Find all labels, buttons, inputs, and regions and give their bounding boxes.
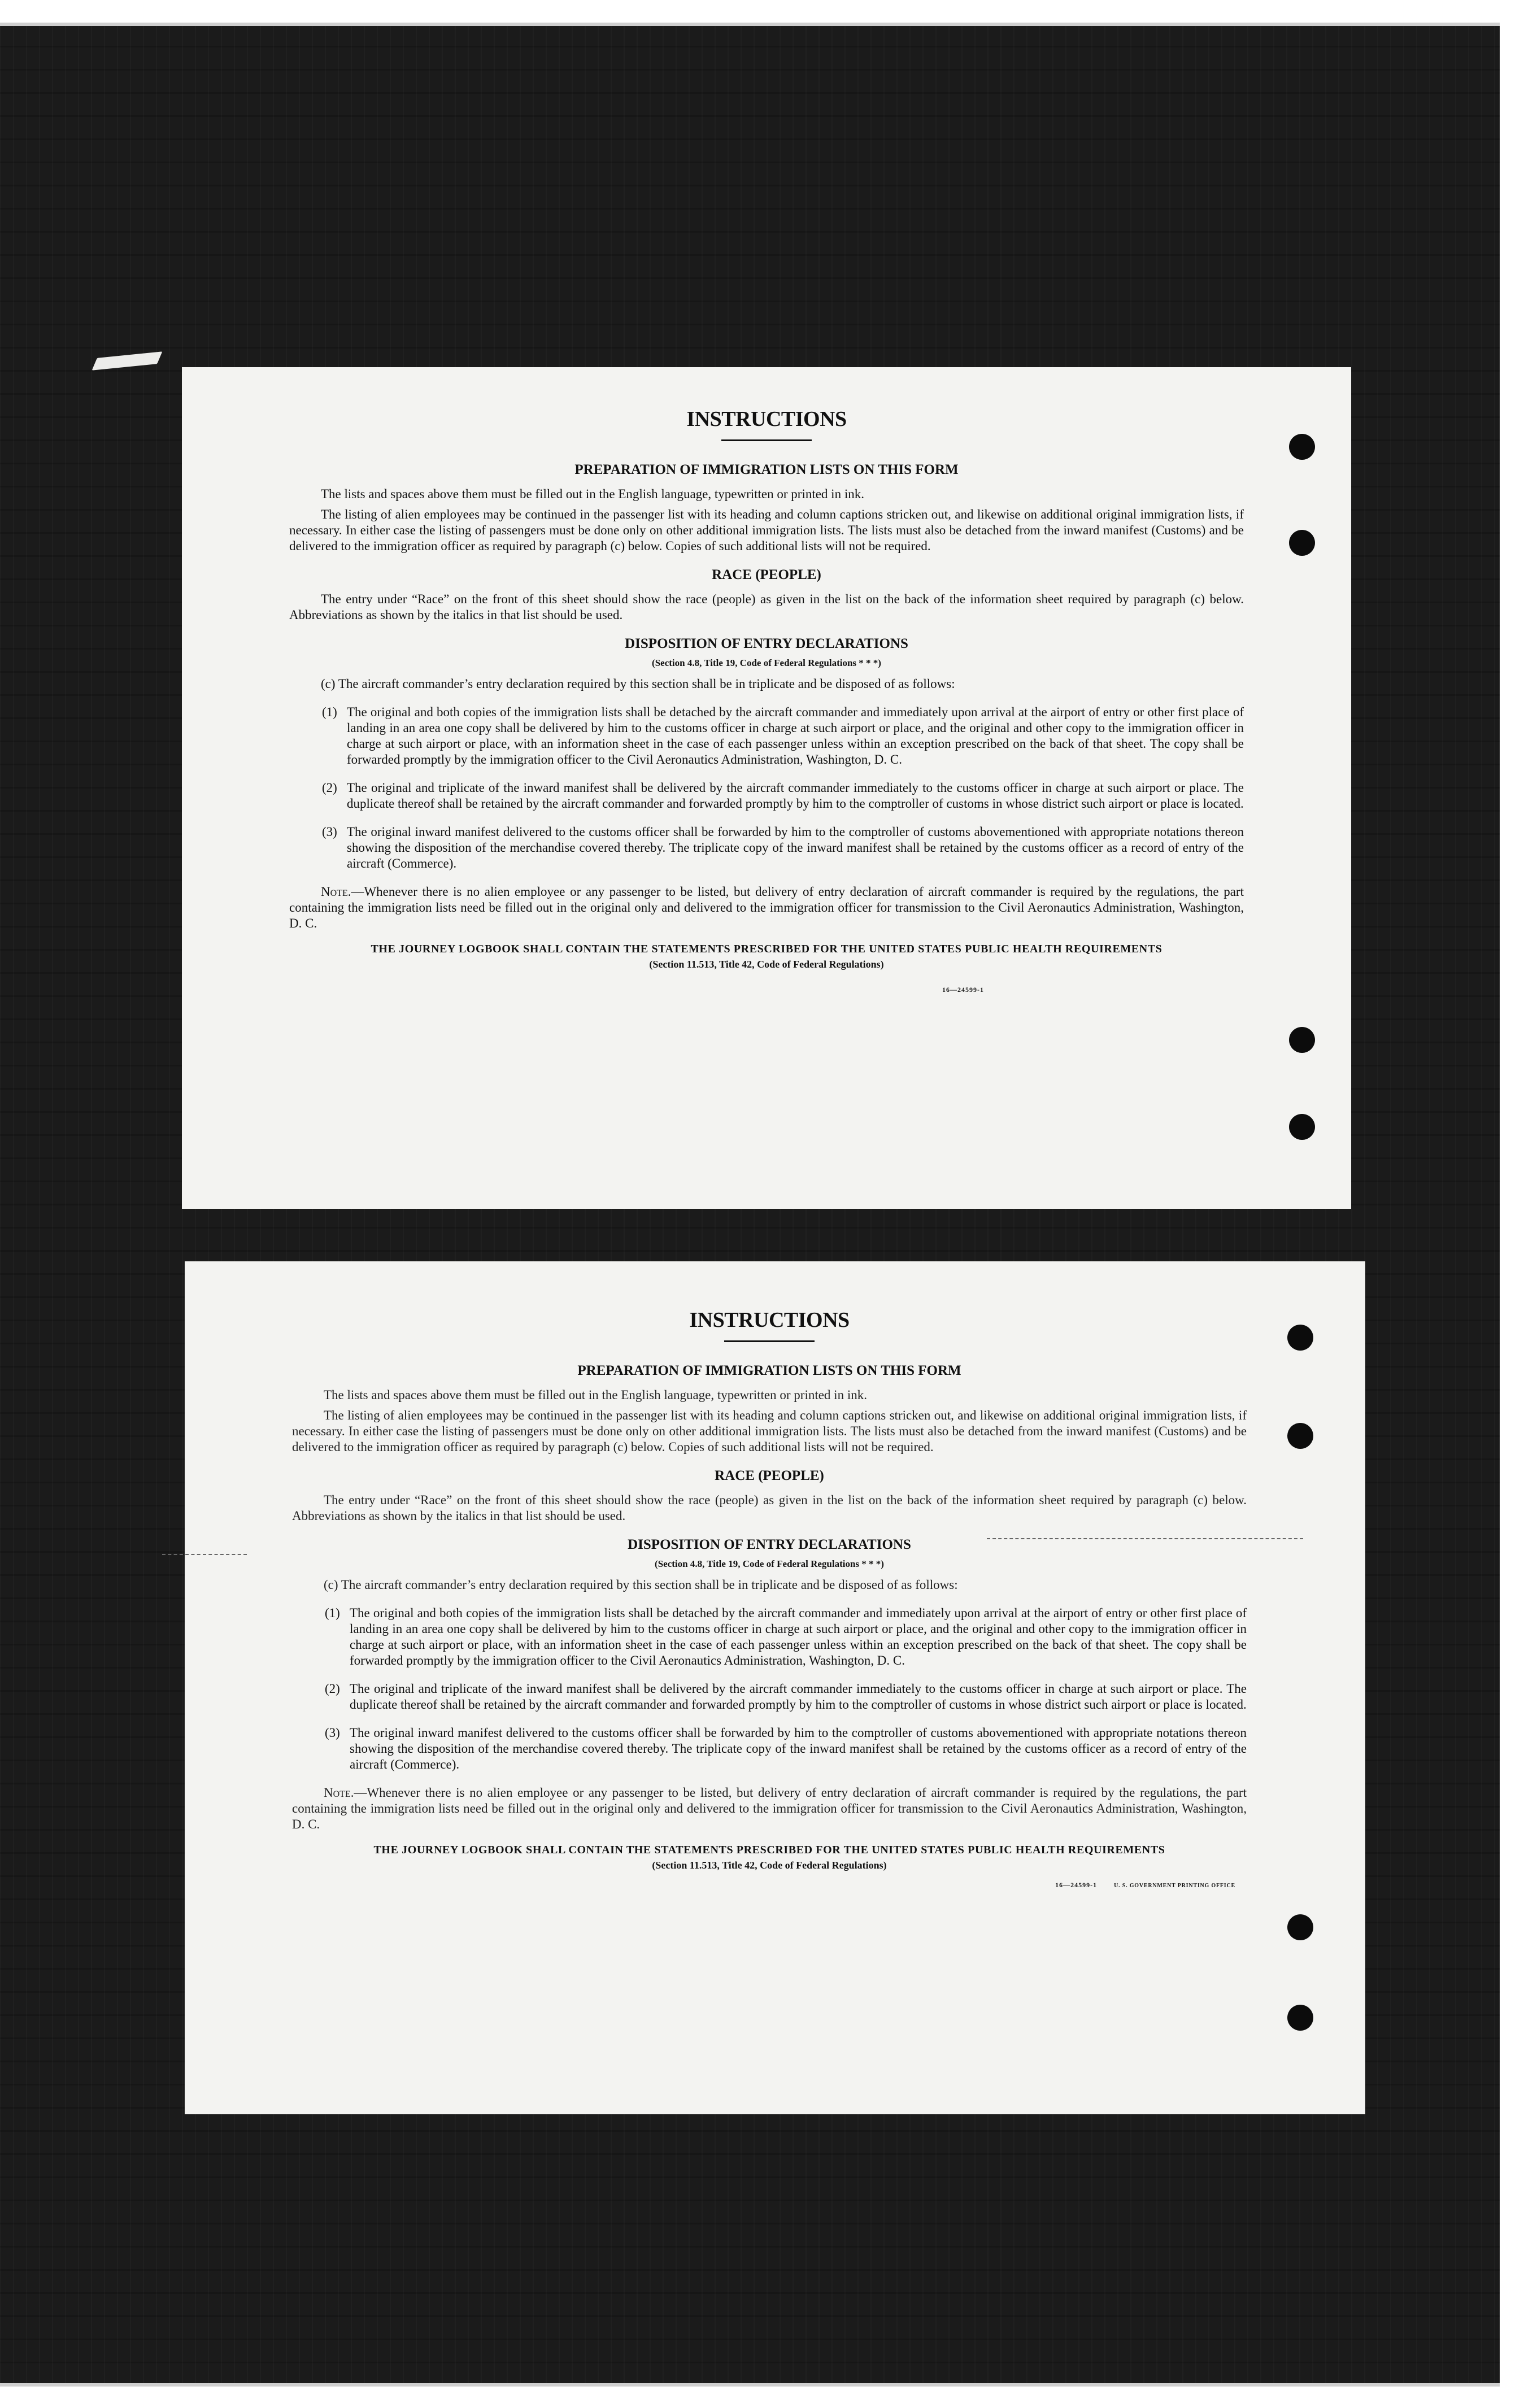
paragraph-alien-employees: The listing of alien employees may be continued in the passenger list with its heading and column captions stricken out, and likewise on additional original immigration lists, if necessary. In either case the listing of passengers must be done only on other additional immigration lists. The lists must also be detached from the inward manifest (Customs) and be delivered to the immigration officer as required by paragraph (c) below. Copies of such additional lists will not be required. [289, 507, 1244, 553]
list-item [325, 1725, 1247, 1773]
title-underline [724, 1340, 815, 1342]
section-heading-race: RACE (PEOPLE) [712, 567, 821, 582]
list-item-number: (1) [325, 1606, 340, 1620]
form-number-text: 16—24599-1 [942, 986, 984, 994]
scan-top-edge [0, 23, 1500, 26]
punch-hole-icon [1289, 530, 1315, 556]
sheet-content [289, 407, 1244, 994]
section-heading-disposition: DISPOSITION OF ENTRY DECLARATIONS [628, 1537, 911, 1552]
instruction-sheet-top [182, 367, 1351, 1209]
punch-hole-icon [1289, 1114, 1315, 1140]
form-number [292, 1881, 1247, 1889]
paragraph-english-language: The lists and spaces above them must be filled out in the English language, typewritten or printed in ink. [321, 487, 864, 501]
scan-bottom-edge [0, 2383, 1500, 2387]
punch-hole-icon [1287, 1914, 1313, 1940]
logbook-statement: THE JOURNEY LOGBOOK SHALL CONTAIN THE STATEMENTS PRESCRIBED FOR THE UNITED STATES PUBLIC HEALTH REQUIREMENTS [373, 1844, 1165, 1856]
list-item-text: The original inward manifest delivered to the customs officer shall be forwarded by him to the comptroller of customs abovementioned with appropriate notations thereon showing the disposition of the merchandise covered thereby. The triplicate copy of the inward manifest shall be retained by the customs officer as a record of entry of the aircraft (Commerce). [350, 1726, 1247, 1771]
paragraph-entry-declaration: (c) The aircraft commander’s entry declaration required by this section shall be in triplicate and be disposed of as follows: [321, 677, 955, 691]
page-title: INSTRUCTIONS [686, 407, 847, 431]
instruction-sheet-bottom [185, 1261, 1365, 2114]
list-item [322, 824, 1244, 872]
list-item-text: The original and triplicate of the inward manifest shall be delivered by the aircraft commander immediately to the customs officer in charge at such airport or place. The duplicate thereof shall be retained by the aircraft commander and forwarded promptly by him to the comptroller of customs in whose district such airport or place is located. [350, 1682, 1247, 1712]
logbook-citation: (Section 11.513, Title 42, Code of Federal Regulations) [649, 959, 884, 970]
punch-hole-icon [1287, 1325, 1313, 1351]
page-title: INSTRUCTIONS [689, 1308, 850, 1332]
section-heading-disposition: DISPOSITION OF ENTRY DECLARATIONS [625, 636, 908, 651]
section-citation: (Section 4.8, Title 19, Code of Federal Regulations * * *) [655, 1558, 884, 1569]
list-item [325, 1605, 1247, 1669]
list-item-text: The original and triplicate of the inward manifest shall be delivered by the aircraft commander immediately to the customs officer in charge at such airport or place. The duplicate thereof shall be retained by the aircraft commander and forwarded promptly by him to the comptroller of customs in whose district such airport or place is located. [347, 781, 1244, 811]
list-item-number: (2) [322, 781, 337, 795]
list-item-number: (2) [325, 1682, 340, 1696]
list-item [322, 704, 1244, 768]
form-number-text: 16—24599-1 [1055, 1881, 1098, 1889]
list-item-number: (3) [322, 825, 337, 839]
list-item-number: (3) [325, 1726, 340, 1740]
paragraph-entry-declaration: (c) The aircraft commander’s entry declaration required by this section shall be in triplicate and be disposed of as follows: [324, 1578, 958, 1592]
paragraph-race-entry: The entry under “Race” on the front of this sheet should show the race (people) as given in the list on the back of the information sheet required by paragraph (c) below. Abbreviations as shown by the italics in that list should be used. [289, 592, 1244, 622]
list-item-text: The original and both copies of the immigration lists shall be detached by the aircraft commander and immediately upon arrival at the airport of entry or other first place of landing in an area one copy shall be delivered by him to the customs officer in charge at such airport or place, and the original and other copy to the immigration officer in charge at such airport or place, with an information sheet in the case of each passenger unless within an exception prescribed on the back of that sheet. The copy shall be forwarded promptly by the immigration officer to the Civil Aeronautics Administration, Washington, D. C. [350, 1606, 1247, 1667]
title-underline [721, 439, 812, 441]
list-item-text: The original and both copies of the immigration lists shall be detached by the aircraft commander and immediately upon arrival at the airport of entry or other first place of landing in an area one copy shall be delivered by him to the customs officer in charge at such airport or place, and the original and other copy to the immigration officer in charge at such airport or place, with an information sheet in the case of each passenger unless within an exception prescribed on the back of that sheet. The copy shall be forwarded promptly by the immigration officer to the Civil Aeronautics Administration, Washington, D. C. [347, 705, 1244, 767]
paragraph-alien-employees: The listing of alien employees may be continued in the passenger list with its heading and column captions stricken out, and likewise on additional original immigration lists, if necessary. In either case the listing of passengers must be done only on other additional immigration lists. The lists must also be detached from the inward manifest (Customs) and be delivered to the immigration officer as required by paragraph (c) below. Copies of such additional lists will not be required. [292, 1408, 1247, 1454]
sheet-content [292, 1308, 1247, 1889]
list-item [322, 780, 1244, 812]
punch-hole-icon [1287, 1423, 1313, 1449]
note-text: —Whenever there is no alien employee or any passenger to be listed, but delivery of entry declaration of aircraft commander is required by the regulations, the part containing the immigration lists need be filled out in the original only and delivered to the immigration officer for transmission to the Civil Aeronautics Administration, Washington, D. C. [289, 885, 1244, 930]
printer-imprint: U. S. GOVERNMENT PRINTING OFFICE [1114, 1883, 1235, 1889]
note-text: —Whenever there is no alien employee or any passenger to be listed, but delivery of entry declaration of aircraft commander is required by the regulations, the part containing the immigration lists need be filled out in the original only and delivered to the immigration officer for transmission to the Civil Aeronautics Administration, Washington, D. C. [292, 1786, 1247, 1831]
note-paragraph [292, 1785, 1247, 1832]
section-heading-race: RACE (PEOPLE) [715, 1468, 824, 1483]
form-number [289, 986, 1244, 994]
note-paragraph [289, 884, 1244, 931]
list-item-number: (1) [322, 705, 337, 719]
paragraph-english-language: The lists and spaces above them must be filled out in the English language, typewritten or printed in ink. [324, 1388, 867, 1402]
dashed-mark-left [162, 1554, 247, 1555]
section-heading-preparation: PREPARATION OF IMMIGRATION LISTS ON THIS FORM [577, 1363, 961, 1378]
punch-hole-icon [1289, 1027, 1315, 1053]
note-label: Note. [321, 885, 351, 899]
section-heading-preparation: PREPARATION OF IMMIGRATION LISTS ON THIS FORM [574, 462, 959, 477]
punch-hole-icon [1287, 2005, 1313, 2031]
list-item [325, 1681, 1247, 1713]
list-item-text: The original inward manifest delivered to the customs officer shall be forwarded by him to the comptroller of customs abovementioned with appropriate notations thereon showing the disposition of the merchandise covered thereby. The triplicate copy of the inward manifest shall be retained by the customs officer as a record of entry of the aircraft (Commerce). [347, 825, 1244, 870]
logbook-citation: (Section 11.513, Title 42, Code of Federal Regulations) [652, 1860, 887, 1871]
note-label: Note. [324, 1786, 354, 1800]
punch-hole-icon [1289, 434, 1315, 460]
paragraph-race-entry: The entry under “Race” on the front of this sheet should show the race (people) as given in the list on the back of the information sheet required by paragraph (c) below. Abbreviations as shown by the italics in that list should be used. [292, 1493, 1247, 1523]
section-citation: (Section 4.8, Title 19, Code of Federal Regulations * * *) [652, 657, 881, 668]
logbook-statement: THE JOURNEY LOGBOOK SHALL CONTAIN THE STATEMENTS PRESCRIBED FOR THE UNITED STATES PUBLIC HEALTH REQUIREMENTS [371, 943, 1162, 955]
